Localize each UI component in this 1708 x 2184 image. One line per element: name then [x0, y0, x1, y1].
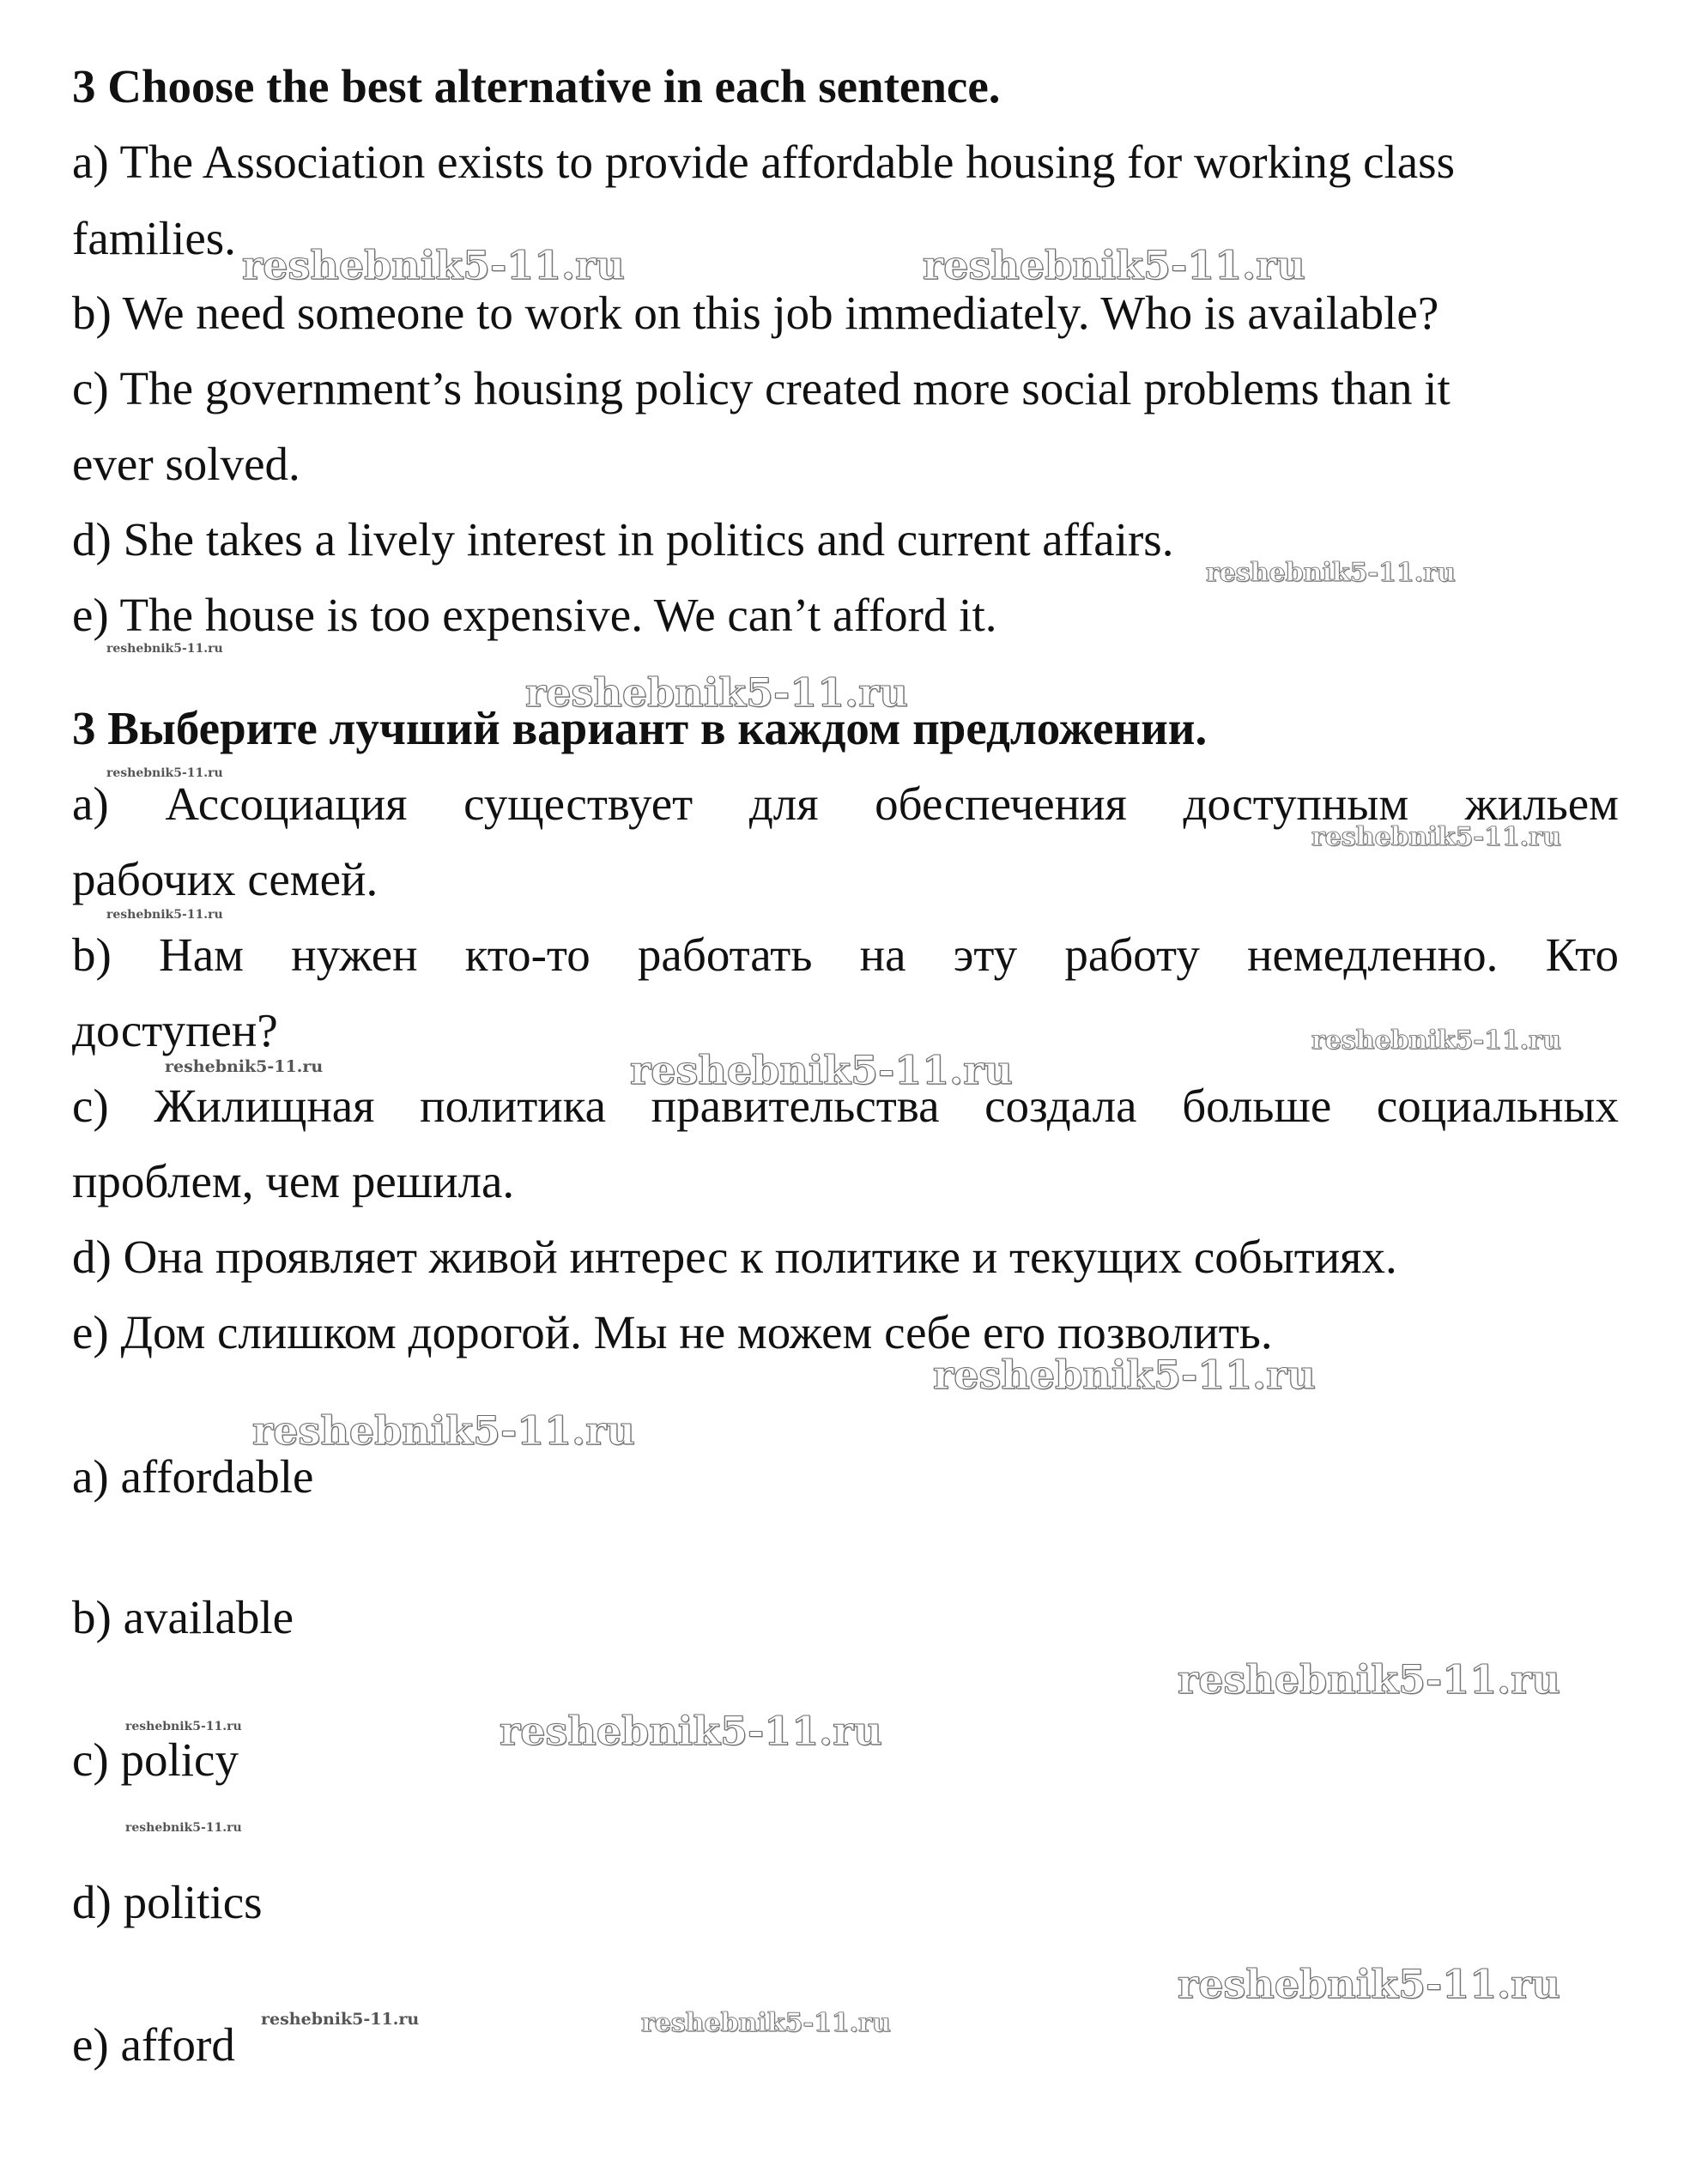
watermark: reshebnik5-11.ru	[125, 1720, 242, 1733]
english-sentence-e: e) The house is too expensive. We can’t afford it.	[72, 589, 997, 641]
watermark: reshebnik5-11.ru	[106, 642, 223, 656]
watermark: reshebnik5-11.ru	[106, 908, 223, 922]
watermark: reshebnik5-11.ru	[1206, 558, 1456, 588]
watermark: reshebnik5-11.ru	[1178, 1656, 1560, 1703]
russian-sentence-c-line1: c) Жилищная политика правительства создала больше социальных	[72, 1080, 1619, 1132]
answer-b: b) available	[72, 1591, 294, 1643]
watermark: reshebnik5-11.ru	[1311, 1025, 1561, 1056]
answer-d: d) politics	[72, 1876, 263, 1928]
english-sentence-d: d) She takes a lively interest in politics and current affairs.	[72, 513, 1174, 566]
russian-sentence-a-line1: a) Ассоциация существует для обеспечения доступным жильем	[72, 777, 1619, 830]
english-sentence-a-line2: families.	[72, 212, 236, 264]
english-sentence-c-line1: c) The government’s housing policy created more social problems than it	[72, 362, 1451, 414]
russian-sentence-b-line2: доступен?	[72, 1004, 278, 1056]
english-sentence-c-line2: ever solved.	[72, 438, 300, 490]
watermark: reshebnik5-11.ru	[165, 1057, 324, 1076]
watermark: reshebnik5-11.ru	[933, 1352, 1316, 1398]
watermark: reshebnik5-11.ru	[106, 766, 223, 780]
russian-sentence-d: d) Она проявляет живой интерес к политике и текущих событиях.	[72, 1231, 1397, 1283]
answer-c: c) policy	[72, 1733, 239, 1786]
english-sentence-a-line1: a) The Association exists to provide affordable housing for working class	[72, 136, 1455, 188]
watermark: reshebnik5-11.ru	[525, 669, 908, 716]
english-sentence-b: b) We need someone to work on this job immediately. Who is available?	[72, 287, 1439, 339]
watermark: reshebnik5-11.ru	[125, 1821, 242, 1835]
watermark: reshebnik5-11.ru	[923, 242, 1305, 288]
watermark: reshebnik5-11.ru	[1178, 1961, 1560, 2007]
watermark: reshebnik5-11.ru	[252, 1407, 635, 1454]
watermark: reshebnik5-11.ru	[641, 2008, 891, 2038]
watermark: reshebnik5-11.ru	[630, 1047, 1013, 1093]
english-heading: 3 Choose the best alternative in each sentence.	[72, 60, 1001, 112]
watermark: reshebnik5-11.ru	[500, 1708, 882, 1754]
russian-sentence-e: e) Дом слишком дорогой. Мы не можем себе его позволить.	[72, 1306, 1273, 1358]
answer-e: e) afford	[72, 2018, 235, 2071]
watermark: reshebnik5-11.ru	[1311, 822, 1561, 852]
russian-sentence-b-line1: b) Нам нужен кто-то работать на эту работу немедленно. Кто	[72, 929, 1619, 981]
russian-sentence-c-line2: проблем, чем решила.	[72, 1155, 515, 1207]
answer-a: a) affordable	[72, 1450, 314, 1503]
watermark: reshebnik5-11.ru	[261, 2010, 420, 2029]
russian-heading: 3 Выберите лучший вариант в каждом предложении.	[72, 702, 1208, 754]
russian-sentence-a-line2: рабочих семей.	[72, 853, 379, 905]
watermark: reshebnik5-11.ru	[242, 242, 625, 288]
